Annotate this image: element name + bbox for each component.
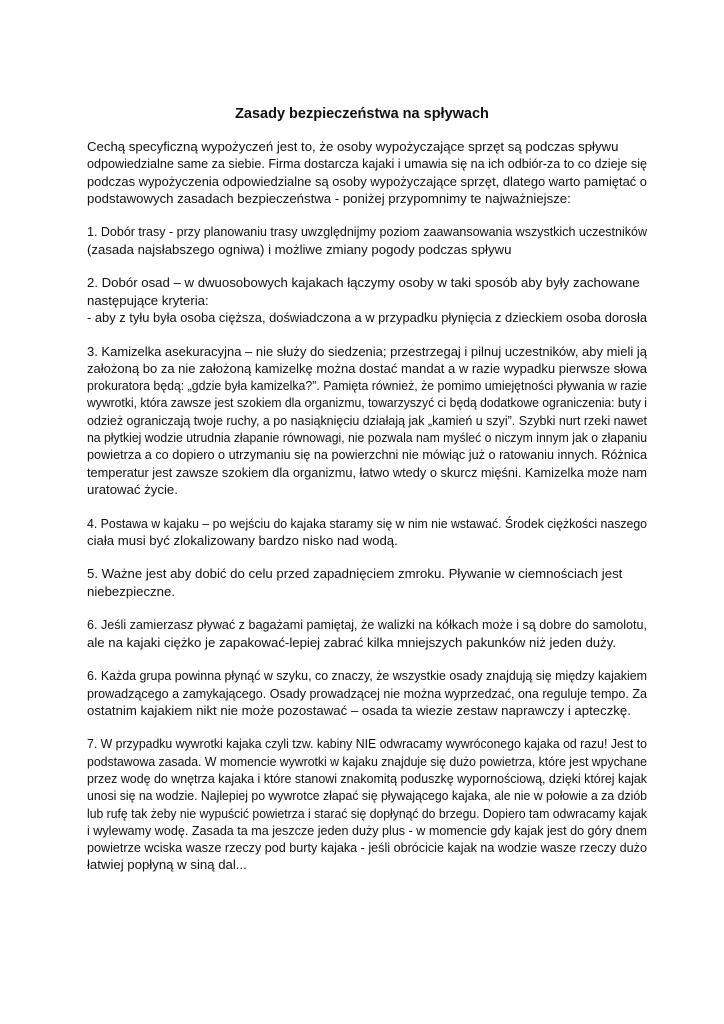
paragraph-line: 4. Postawa w kajaku – po wejściu do kajaka staramy się w nim nie wstawać. Środek ciężkości naszego [87, 515, 647, 531]
paragraph-line: 6. Jeśli zamierzasz pływać z bagażami pamiętaj, że walizki na kółkach może i są dobre do samolotu, [87, 617, 647, 633]
paragraph [87, 565, 647, 600]
paragraph-line: lub rufę tak żeby nie wypuścić powietrza i starać się dopłynąć do brzegu. Dopiero tam odwracamy kajak [87, 805, 647, 821]
paragraph [87, 274, 647, 326]
paragraph-line: Cechą specyficzną wypożyczeń jest to, że osoby wypożyczające sprzęt są podczas spływu [87, 139, 619, 154]
paragraph-line: prokuratora będą: „gdzie była kamizelka?”. Pamięta również, że pomimo umiejętności pływania w razie [87, 378, 648, 394]
paragraph-line: wywrotki, która zawsze jest szokiem dla organizmu, towarzyszyć ci będą dodatkowe ograniczenia: buty i [87, 395, 647, 411]
paragraph-line: powietrza a co dopiero o utrzymaniu się na powierzchni nie mówiąc już o ratowaniu innych. Różnica [87, 447, 648, 463]
document-body [87, 138, 647, 890]
paragraph [87, 223, 647, 258]
paragraph-line: - aby z tyłu była osoba cięższa, doświadczona a w przypadku płynięcia z dzieckiem osoba dorosła [87, 309, 648, 325]
paragraph [87, 735, 647, 873]
paragraph-line: (zasada najsłabszego ogniwa) i możliwe zmiany pogody podczas spływu [87, 241, 512, 257]
paragraph-line: podstawowych zasadach bezpieczeństwa - poniżej przypomnimy te najważniejsze: [87, 190, 571, 206]
paragraph-line: ale na kajaki ciężko je zapakować-lepiej zabrać kilka mniejszych pakunków niż jeden duży. [87, 634, 616, 650]
paragraph-line: prowadzącego a zamykającego. Osady prowadzącej nie można wyprzedzać, ona reguluje tempo. Za [87, 685, 647, 701]
paragraph-line: niebezpieczne. [87, 583, 175, 599]
paragraph-line: następujące kryteria: [87, 292, 209, 308]
paragraph [87, 616, 647, 651]
paragraph-line: założoną bo za nie założoną kamizelkę można dostać mandat a w razie wypadku pierwsze słowa [87, 360, 647, 376]
paragraph-line: uratować życie. [87, 481, 178, 497]
paragraph-line: odpowiedzialne same za siebie. Firma dostarcza kajaki i umawia się na ich odbiór-za to co dzieje się [87, 156, 648, 172]
paragraph-line: temperatur jest zawsze szokiem dla organizmu, łatwo wtedy o skurcz mięśni. Kamizelka może nam [87, 464, 648, 480]
paragraph-line: łatwiej popłyną w siną dal... [87, 857, 247, 873]
paragraph-line: 7. W przypadku wywrotki kajaka czyli tzw. kabiny NIE odwracamy wywróconego kajaka od razu! Jest to [87, 736, 647, 752]
paragraph-line: 2. Dobór osad – w dwuosobowych kajakach łączymy osoby w taki sposób aby były zachowane [87, 275, 640, 291]
paragraph-line: ostatnim kajakiem nikt nie może pozostawać – osada ta wiezie zestaw naprawczy i apteczkę. [87, 702, 631, 718]
paragraph [87, 343, 647, 499]
paragraph-line: podczas wypożyczenia odpowiedzialne są osoby wypożyczające sprzęt, dlatego warto pamiętać o [87, 173, 647, 189]
paragraph-line: podstawowa zasada. W momencie wywrotki w kajaku znajduje się dużo powietrza, które jest wpychane [87, 753, 647, 769]
paragraph-line: unosi się na wodzie. Najlepiej po wywrotce złapać się pływającego kajaka, ale nie w połowie a za dziób [87, 788, 648, 804]
paragraph-line: 1. Dobór trasy - przy planowaniu trasy uwzględnijmy poziom zaawansowania wszystkich uczestników [87, 224, 647, 240]
paragraph-line: 6. Każda grupa powinna płynąć w szyku, co znaczy, że wszystkie osady znajdują się między kajakiem [87, 668, 647, 684]
paragraph-line: ciała musi być zlokalizowany bardzo nisko nad wodą. [87, 532, 398, 548]
paragraph-line: na płytkiej wodzie utrudnia złapanie równowagi, nie pozwala nam myśleć o niczym innym jak o złapaniu [87, 430, 648, 446]
paragraph [87, 667, 647, 719]
paragraph-line: odzież ograniczają twoje ruchy, a po nasiąknięciu działają jak „kamień u szyi”. Szybki nurt rzeki nawet [87, 412, 647, 428]
paragraph [87, 515, 647, 550]
document-title: Zasady bezpieczeństwa na spływach [235, 106, 489, 122]
paragraph-line: przez wodę do wnętrza kajaka i które stanowi znakomitą poduszkę wypornościową, dzięki której kajak [87, 770, 647, 786]
paragraph-line: 3. Kamizelka asekuracyjna – nie służy do siedzenia; przestrzegaj i pilnuj uczestników, aby mieli ją [87, 343, 647, 359]
paragraph-line: powietrze wciska wasze rzeczy pod burty kajaka - jeśli obrócicie kajak na wodzie wasze rzeczy dużo [87, 840, 647, 856]
paragraph-line: i wylewamy wodę. Zasada ta ma jeszcze jeden duży plus - w momencie gdy kajak jest do góry dnem [87, 822, 647, 838]
paragraph-line: 5. Ważne jest aby dobić do celu przed zapadnięciem zmroku. Pływanie w ciemnościach jest [87, 566, 623, 582]
paragraph [87, 138, 647, 207]
